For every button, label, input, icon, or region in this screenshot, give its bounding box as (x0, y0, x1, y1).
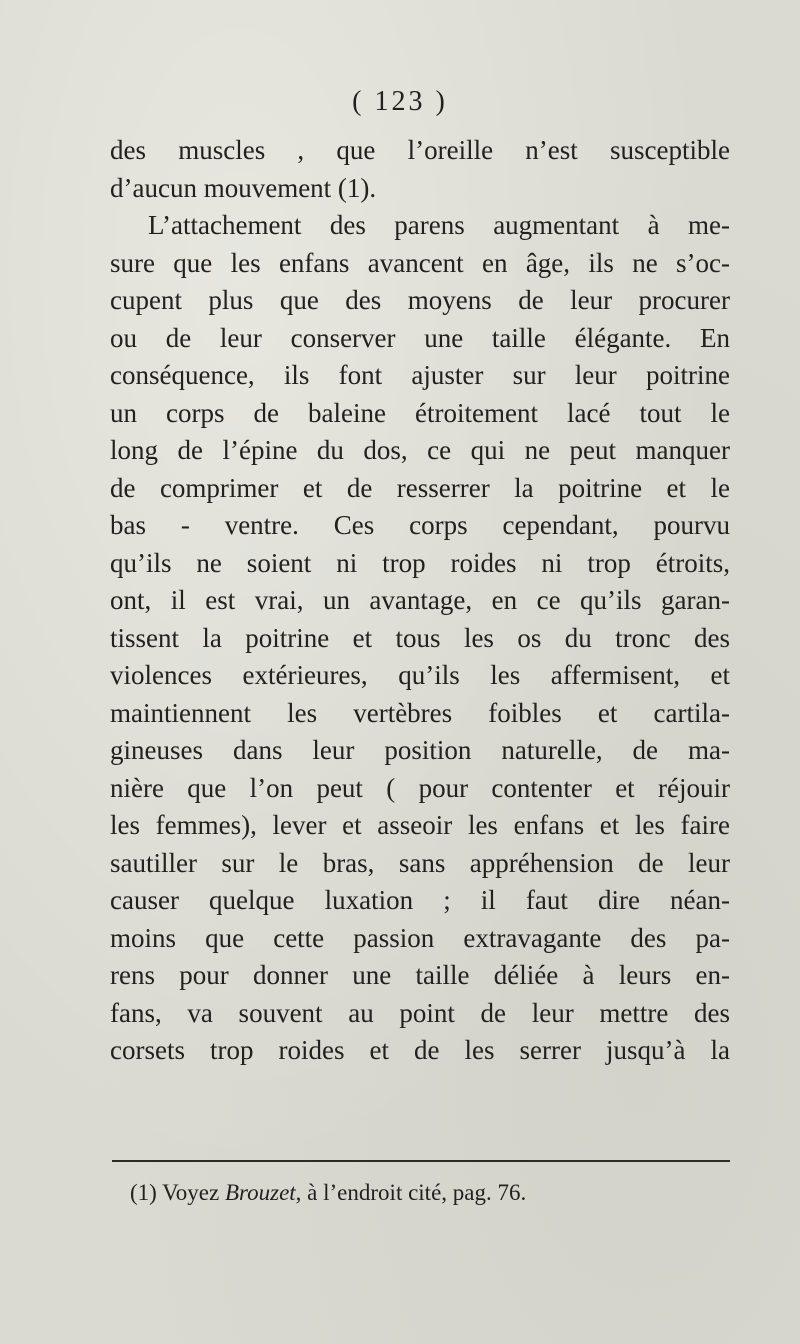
text-line: gineuses dans leur position naturelle, de ma- (110, 735, 730, 765)
text-line: tissent la poitrine et tous les os du tronc des (110, 622, 730, 653)
text-line: cupent plus que des moyens de leur procurer (110, 285, 730, 315)
text-line: nière que l’on peut ( pour contenter et réjouir (110, 772, 730, 803)
footnote-divider (112, 1160, 730, 1162)
text-line: sure que les enfans avancent en âge, ils ne s’oc- (110, 247, 730, 278)
text-line: sautiller sur le bras, sans appréhension de leur (110, 847, 730, 878)
page-number: ( 123 ) (352, 86, 448, 117)
text-line: conséquence, ils font ajuster sur leur poitrine (110, 360, 730, 390)
text-line: ou de leur conserver une taille élégante. En (110, 322, 730, 353)
text-line: d’aucun mouvement (1). (110, 172, 377, 203)
text-line: qu’ils ne soient ni trop roides ni trop étroits, (110, 547, 730, 578)
text-line: L’attachement des parens augmentant à me- (148, 210, 730, 240)
text-line: long de l’épine du dos, ce qui ne peut manquer (110, 435, 730, 465)
text-line: rens pour donner une taille déliée à leurs en- (110, 960, 730, 990)
text-line: corsets trop roides et de les serrer jusqu’à la (110, 1035, 730, 1065)
text-line: ont, il est vrai, un avantage, en ce qu’ils garan- (110, 585, 730, 615)
footnote-author: Brouzet (224, 1180, 296, 1205)
text-line: de comprimer et de resserrer la poitrine et le (110, 472, 730, 503)
text-line: bas - ventre. Ces corps cependant, pourvu (110, 510, 730, 540)
text-line: causer quelque luxation ; il faut dire néan- (110, 885, 730, 915)
text-line: moins que cette passion extravagante des pa- (110, 922, 730, 953)
text-line: les femmes), lever et asseoir les enfans et les faire (110, 810, 730, 840)
footnote-rest: , à l’endroit cité, pag. 76. (295, 1180, 527, 1205)
text-line: maintiennent les vertèbres foibles et cartila- (110, 697, 730, 728)
footnote (130, 1180, 526, 1206)
text-line: fans, va souvent au point de leur mettre des (110, 997, 730, 1028)
text-line: des muscles , que l’oreille n’est susceptible (110, 135, 730, 165)
body-text (110, 132, 730, 1070)
footnote-marker: (1) Voyez (130, 1180, 225, 1205)
text-line: un corps de baleine étroitement lacé tout le (110, 397, 730, 428)
text-line: violences extérieures, qu’ils les affermisent, et (110, 660, 730, 690)
